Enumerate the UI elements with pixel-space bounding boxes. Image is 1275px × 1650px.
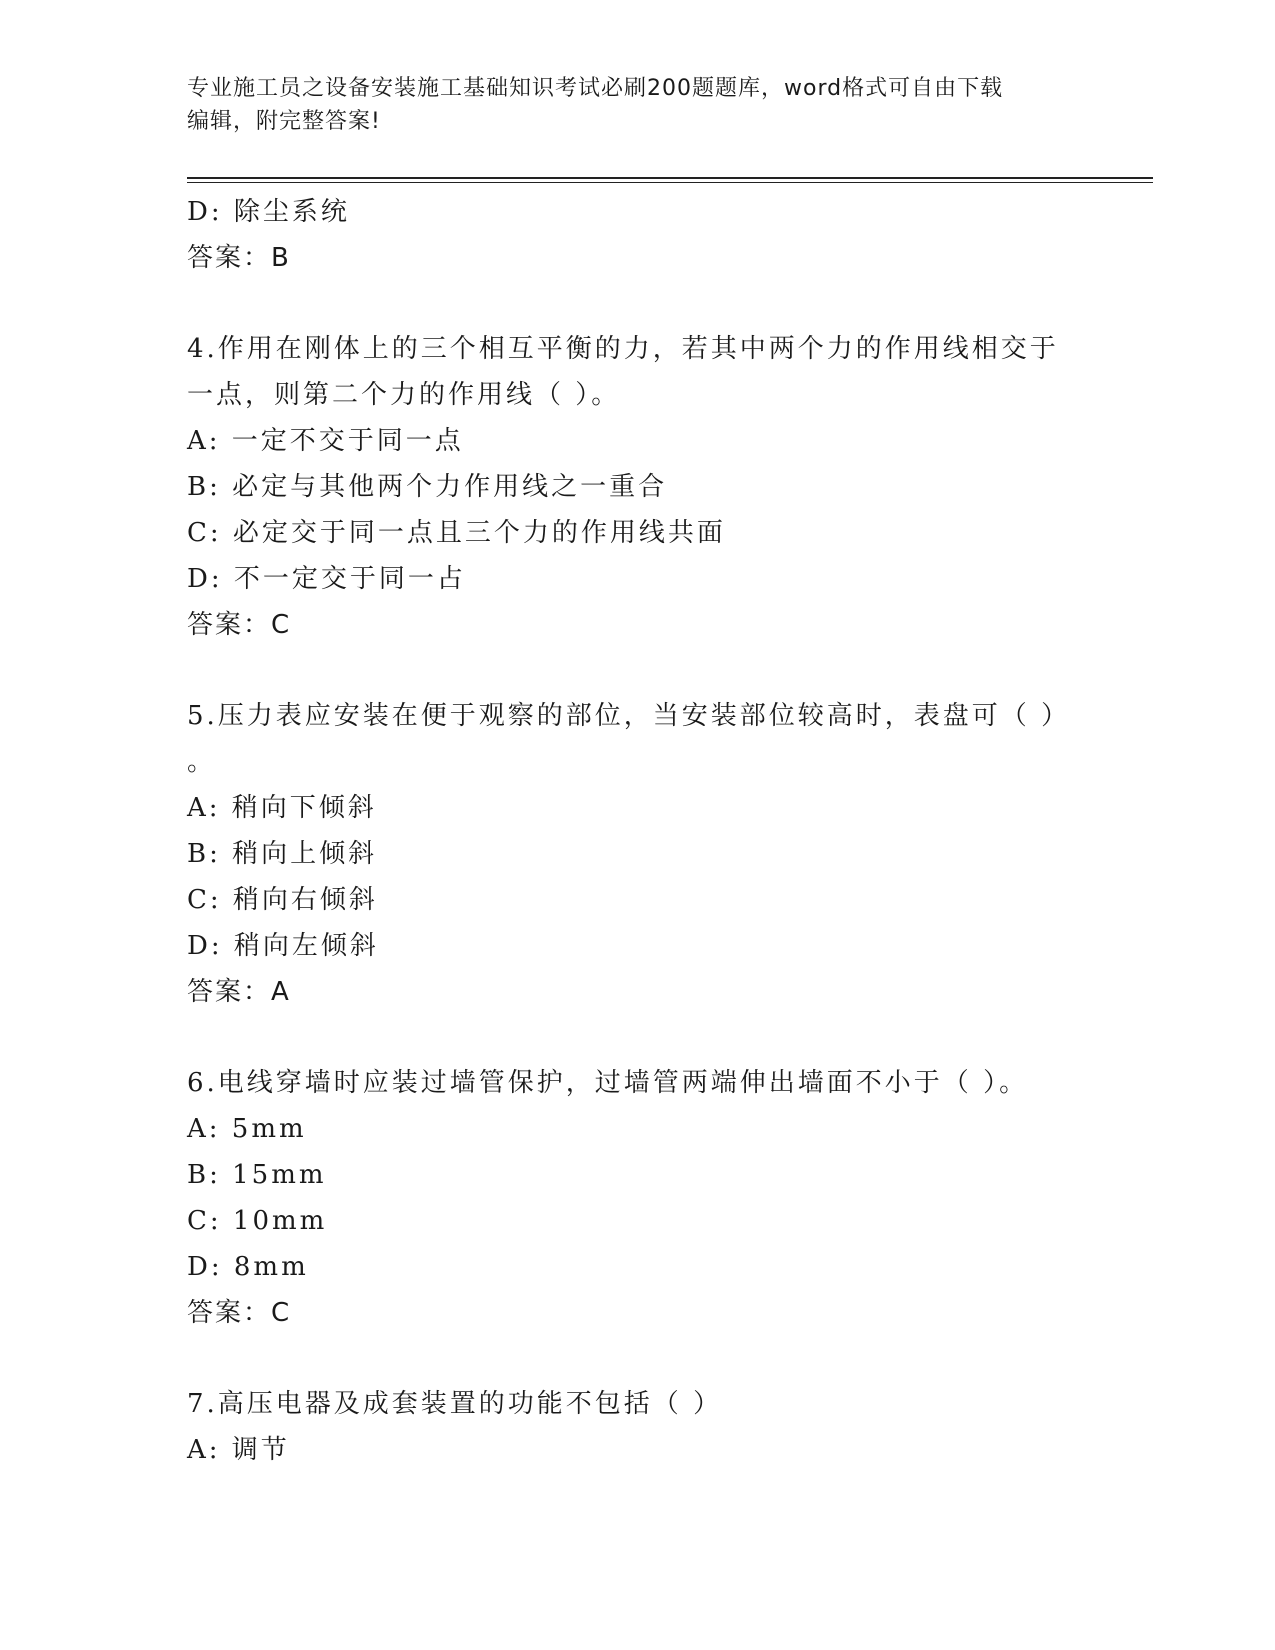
answer-line: 答案：B xyxy=(187,243,291,273)
document-header xyxy=(187,72,1087,138)
option-d: D: 8mm xyxy=(187,1252,309,1282)
option-c: C: 必定交于同一点且三个力的作用线共面 xyxy=(187,518,726,548)
question-stem-line: 4.作用在刚体上的三个相互平衡的力，若其中两个力的作用线相交于 xyxy=(187,334,1059,364)
question-5 xyxy=(187,693,1087,1015)
question-stem-line: 7.高压电器及成套装置的功能不包括（ ） xyxy=(187,1389,723,1419)
option-b: B: 必定与其他两个力作用线之一重合 xyxy=(187,472,668,502)
question-spacer xyxy=(187,648,1087,693)
option-c: C: 稍向右倾斜 xyxy=(187,885,378,915)
header-divider-thick xyxy=(187,177,1153,179)
option-b: B: 稍向上倾斜 xyxy=(187,839,378,869)
option-b: B: 15mm xyxy=(187,1160,327,1190)
option-a: A: 一定不交于同一点 xyxy=(187,426,464,456)
header-title-line-2: 编辑，附完整答案! xyxy=(187,109,381,134)
question-stem-line: 5.压力表应安装在便于观察的部位，当安装部位较高时，表盘可（ ） xyxy=(187,701,1071,731)
option-c: C: 10mm xyxy=(187,1206,328,1236)
question-4 xyxy=(187,326,1087,648)
question-spacer xyxy=(187,1015,1087,1060)
question-spacer xyxy=(187,1336,1087,1381)
answer-line: 答案：C xyxy=(187,1298,292,1328)
option-a: A: 调节 xyxy=(187,1435,290,1465)
question-7 xyxy=(187,1381,1087,1473)
answer-line: 答案：A xyxy=(187,977,291,1007)
document-body xyxy=(187,189,1087,1473)
option-d: D: 除尘系统 xyxy=(187,197,350,227)
option-a: A: 稍向下倾斜 xyxy=(187,793,377,823)
answer-line: 答案：C xyxy=(187,610,292,640)
question-stem-line: 一点，则第二个力的作用线（ ）。 xyxy=(187,380,621,410)
question-stem-line: 。 xyxy=(187,747,217,777)
header-divider-thin xyxy=(187,182,1153,183)
option-d: D: 稍向左倾斜 xyxy=(187,931,379,961)
option-a: A: 5mm xyxy=(187,1114,307,1144)
header-title-line-1: 专业施工员之设备安装施工基础知识考试必刷200题题库，word格式可自由下载 xyxy=(187,76,1004,101)
question-6 xyxy=(187,1060,1087,1336)
question-stem-line: 6.电线穿墙时应装过墙管保护，过墙管两端伸出墙面不小于（ ）。 xyxy=(187,1068,1029,1098)
question-3-tail xyxy=(187,189,1087,281)
question-spacer xyxy=(187,281,1087,326)
option-d: D: 不一定交于同一占 xyxy=(187,564,466,594)
